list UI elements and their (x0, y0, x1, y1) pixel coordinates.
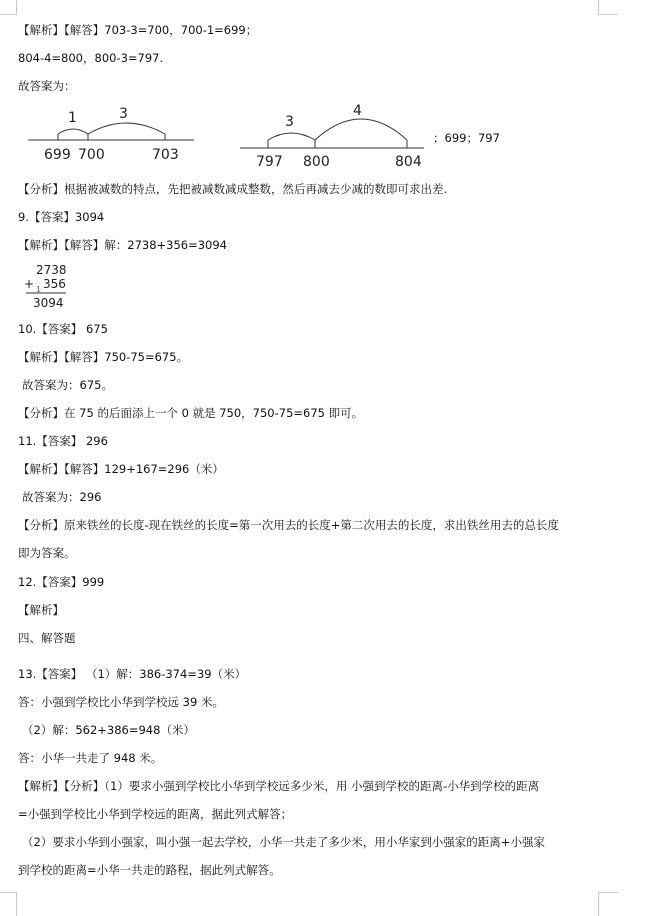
plus-sign: + (24, 277, 35, 291)
addend-top: 2738 (36, 263, 67, 277)
q13-part-2: （2）解：562+386=948（米） (22, 723, 195, 737)
sum-result: 3094 (33, 296, 64, 310)
q10-answer: 10.【答案】 675 (18, 322, 108, 336)
diagram-answer: ；699；797 (433, 131, 500, 145)
q13-answer-1: 答：小强到学校比小华到学校远 39 米。 (18, 695, 224, 709)
q13-note-cont: =小强到学校比小华到学校远的距离，据此列式解答； (18, 807, 293, 821)
q10-analysis: 【解析】【解答】750-75=675。 (18, 350, 189, 364)
q10-result: 故答案为：675。 (22, 378, 113, 392)
q11-analysis: 【解析】【解答】129+167=296（米） (18, 462, 224, 476)
q13-answer-2: 答：小华一共走了 948 米。 (18, 751, 163, 765)
q12-answer: 12.【答案】999 (18, 575, 105, 589)
corner-mark-bottom-left (16, 892, 17, 916)
carry-digit: 1 (36, 285, 42, 294)
jump-label: 4 (353, 103, 362, 119)
q9-analysis: 【解析】【解答】解：2738+356=3094 (18, 238, 228, 252)
q13-note: 【解析】【分析】（1）要求小强到学校比小华到学校远多少米，用 小强到学校的距离-小华到学校的距离 (18, 779, 540, 793)
q12-analysis: 【解析】 (18, 603, 64, 617)
tick-label: 703 (152, 147, 179, 163)
analysis-line: 【分析】根据被减数的特点，先把被减数减成整数，然后再减去少减的数即可求出差. (18, 182, 448, 196)
corner-mark-top-right (598, 0, 599, 15)
q11-answer: 11.【答案】 296 (18, 434, 108, 448)
corner-mark-bottom-right (598, 892, 599, 916)
number-line-diagram-1 (28, 100, 198, 167)
q11-note-cont: 即为答案。 (18, 546, 76, 560)
answer-intro: 故答案为： (18, 79, 76, 93)
solution-line: 【解析】【解答】703-3=700，700-1=699； (18, 23, 258, 37)
q11-note: 【分析】原来铁丝的长度-现在铁丝的长度=第一次用去的长度+第二次用去的长度，求出铁丝用去的总长度 (18, 518, 559, 532)
solution-line: 804-4=800，800-3=797. (18, 51, 164, 65)
corner-mark-top-right (598, 14, 618, 15)
jump-label: 3 (285, 114, 294, 130)
vertical-addition (22, 262, 72, 315)
tick-label: 699 (44, 147, 71, 163)
corner-mark-top-left (0, 14, 16, 15)
tick-label: 804 (395, 154, 422, 170)
corner-mark-bottom-left (0, 892, 16, 893)
q13-answer: 13.【答案】 （1）解：386-374=39（米） (18, 667, 247, 681)
q13-note-part2: （2）要求小华到小强家，叫小强一起去学校，小华一共走了多少米，用小华家到小强家的距离+小强家 (22, 835, 545, 849)
tick-label: 700 (78, 147, 105, 163)
tick-label: 797 (256, 154, 283, 170)
jump-label: 1 (68, 110, 77, 126)
corner-mark-bottom-right (598, 892, 618, 893)
q13-note-part2-cont: 到学校的距离=小华一共走的路程，据此列式解答。 (18, 863, 281, 877)
q11-result: 故答案为：296 (22, 490, 102, 504)
addend-second: 356 (43, 277, 66, 291)
number-line-diagram-2 (240, 100, 430, 173)
tick-label: 800 (303, 154, 330, 170)
corner-mark-top-left (16, 0, 17, 15)
jump-label: 3 (119, 106, 128, 122)
section-heading: 四、解答题 (18, 631, 76, 645)
q10-note: 【分析】在 75 的后面添上一个 0 就是 750，750-75=675 即可。 (18, 406, 364, 420)
q9-answer: 9.【答案】3094 (18, 210, 105, 224)
